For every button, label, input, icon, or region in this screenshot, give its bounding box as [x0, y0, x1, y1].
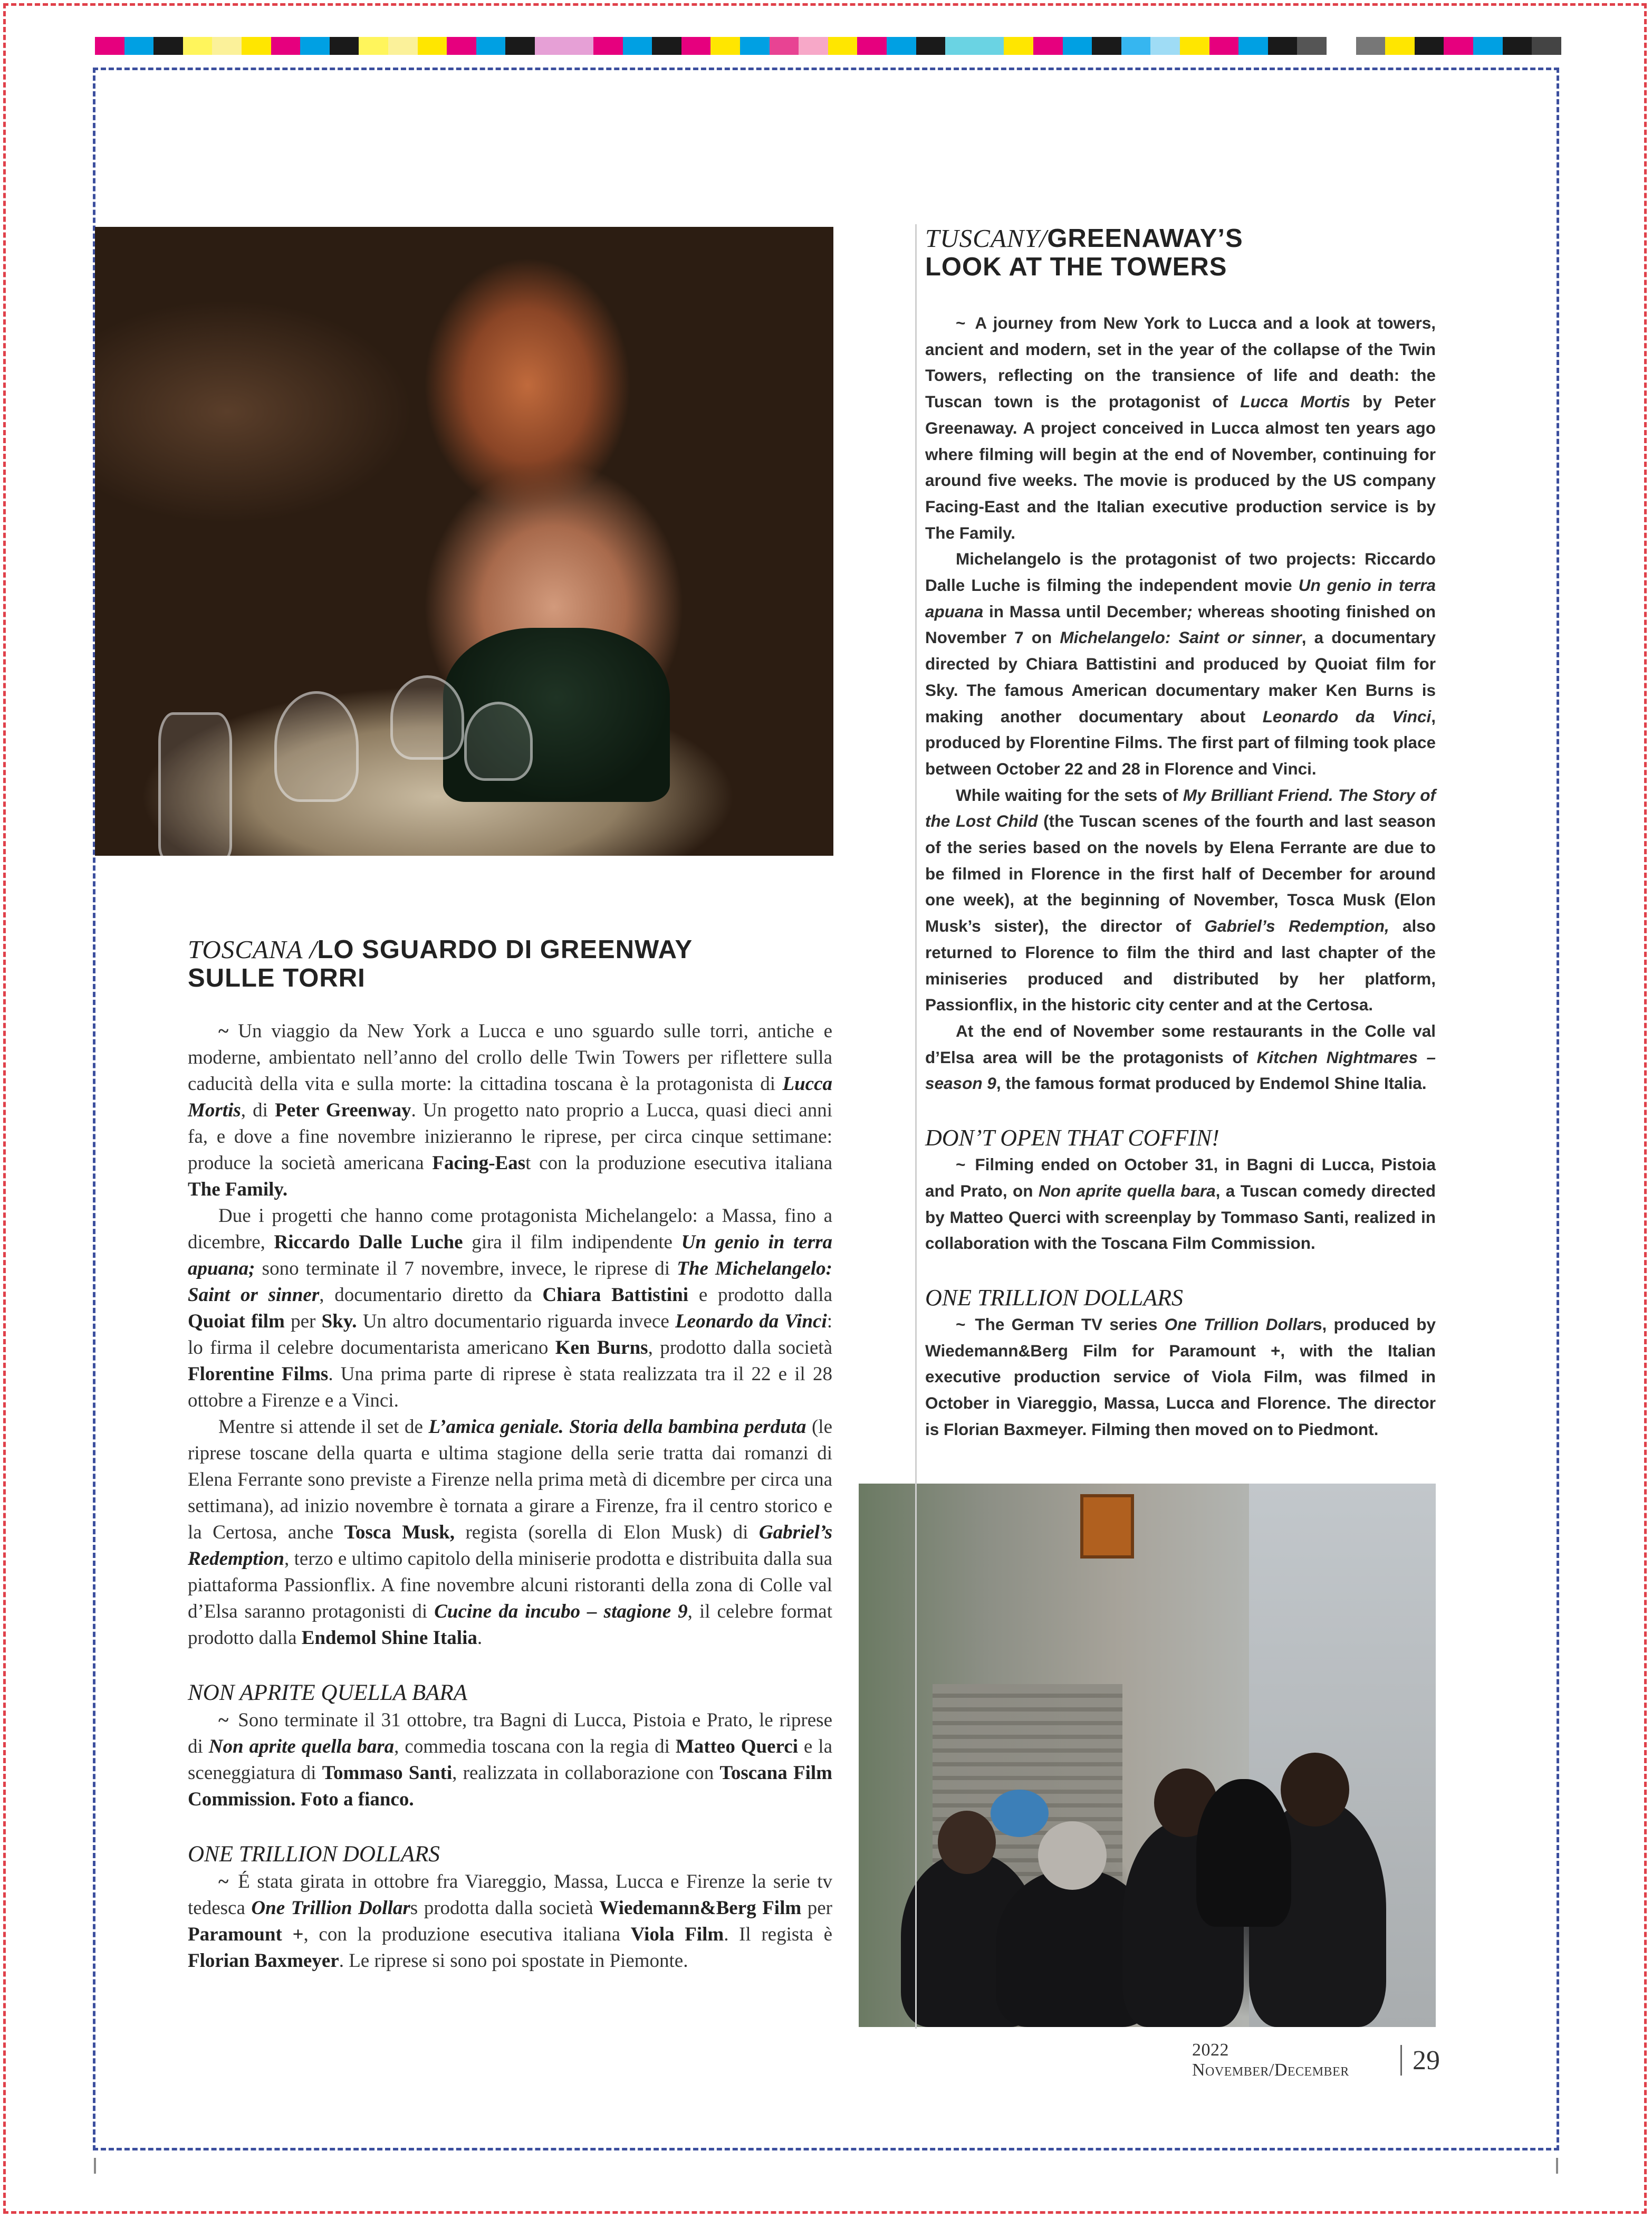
english-headline-line-1: GREENAWAY’S: [1047, 224, 1243, 253]
folio-year: 2022: [1192, 2040, 1229, 2060]
italian-headline-line-2: SULLE TORRI: [188, 964, 366, 992]
color-swatch: [1150, 37, 1180, 55]
color-swatch: [681, 37, 711, 55]
photo-detail-window: [1080, 1494, 1134, 1559]
italian-paragraph-2: Due i progetti che hanno come protagonista Michelangelo: a Massa, fino a dicembre, Riccardo Dalle Luche gira il film indipendente Un genio in terra apuana; sono terminate il 7 novembre, invece, le riprese di The Michelangelo: Saint or sinner, documentario diretto da Chiara Battistini e prodotto dalla Quoiat film per Sky. Un altro documentario riguarda invece Leonardo da Vinci: lo firma il celebre documentarista americano Ken Burns, prodotto dalla società Florentine Films. Una prima parte di riprese è stata realizzata tra il 22 e il 28 ottobre a Firenze e a Vinci.: [188, 1205, 833, 1411]
page-folio: [1192, 2042, 1440, 2079]
color-swatch: [770, 37, 799, 55]
color-swatch: [271, 37, 301, 55]
color-swatch: [124, 37, 154, 55]
color-swatch: [1063, 37, 1092, 55]
photo-detail-carafe: [158, 712, 232, 856]
photo-detail-head: [1281, 1753, 1349, 1827]
photo-detail-head: [938, 1811, 996, 1874]
color-swatch: [1004, 37, 1033, 55]
color-swatch: [418, 37, 447, 55]
italian-paragraph-non-aprite: ~ Sono terminate il 31 ottobre, tra Bagni di Lucca, Pistoia e Prato, le riprese di Non aprite quella bara, commedia toscana con la regia di Matteo Querci e la sceneggiatura di Tommaso Santi, realizzata in collaborazione con Toscana Film Commission. Foto a fianco.: [188, 1709, 832, 1810]
english-subhead-coffin: DON’T OPEN THAT COFFIN!: [925, 1125, 1219, 1151]
color-swatch: [887, 37, 916, 55]
color-swatch: [945, 37, 975, 55]
color-swatch: [828, 37, 858, 55]
english-paragraph-coffin: ~ Filming ended on October 31, in Bagni di Lucca, Pistoia and Prato, on Non aprite quella bara, a Tuscan comedy directed by Matteo Querci with screenplay by Tommaso Santi, realized in collaboration with the Toscana Film Commission.: [925, 1155, 1436, 1253]
italian-headline-line-1: LO SGUARDO DI GREENWAY: [317, 935, 693, 964]
italian-kicker: TOSCANA /: [188, 935, 318, 964]
photo-film-crew-on-set: [859, 1484, 1436, 2027]
color-swatch: [242, 37, 271, 55]
color-swatch: [799, 37, 828, 55]
photo-detail-blue-hat: [991, 1790, 1049, 1837]
color-swatch: [1297, 37, 1327, 55]
color-calibration-bar: [95, 37, 1561, 55]
color-swatch: [1473, 37, 1503, 55]
english-headline: [925, 224, 1400, 281]
color-swatch: [1415, 37, 1444, 55]
italian-headline: [188, 935, 831, 992]
photo-woman-at-dinner-table: [95, 227, 833, 856]
color-swatch: [1327, 37, 1356, 55]
folio-issue: November/December: [1192, 2060, 1349, 2080]
photo-detail-glass: [464, 702, 533, 781]
color-swatch: [1180, 37, 1209, 55]
tilde-ornament: ~: [218, 1709, 229, 1731]
italian-subhead-trillion: ONE TRILLION DOLLARS: [188, 1842, 440, 1867]
color-swatch: [505, 37, 535, 55]
color-swatch: [593, 37, 623, 55]
italian-subhead-non-aprite: NON APRITE QUELLA BARA: [188, 1680, 467, 1705]
english-subhead-trillion: ONE TRILLION DOLLARS: [925, 1284, 1183, 1311]
english-paragraph-trillion: ~ The German TV series One Trillion Dollars, produced by Wiedemann&Berg Film for Paramount +, with the Italian executive production service of Viola Film, was filmed in October in Viareggio, Massa, Lucca and Florence. The director is Florian Baxmeyer. Filming then moved on to Piedmont.: [925, 1314, 1436, 1439]
color-swatch: [212, 37, 242, 55]
color-swatch: [1532, 37, 1561, 55]
color-swatch: [1238, 37, 1268, 55]
crop-mark: [1556, 2158, 1558, 2174]
tilde-ornament: ~: [218, 1871, 229, 1892]
english-paragraph-4: At the end of November some restaurants in the Colle val d’Elsa area will be the protagonists of Kitchen Nightmares – season 9, the famous format produced by Endemol Shine Italia.: [925, 1021, 1436, 1093]
color-swatch: [740, 37, 770, 55]
photo-detail-glass: [274, 691, 359, 802]
color-swatch: [1268, 37, 1298, 55]
color-swatch: [388, 37, 418, 55]
page-number: 29: [1413, 2045, 1440, 2076]
english-paragraph-2: Michelangelo is the protagonist of two projects: Riccardo Dalle Luche is filming the independent movie Un genio in terra apuana in Massa until December; whereas shooting finished on November 7 on Michelangelo: Saint or sinner, a documentary directed by Chiara Battistini and produced by Quoiat film for Sky. The famous American documentary maker Ken Burns is making another documentary about Leonardo da Vinci, produced by Florentine Films. The first part of filming took place between October 22 and 28 in Florence and Vinci.: [925, 549, 1436, 778]
tilde-ornament: ~: [956, 1155, 966, 1174]
color-swatch: [975, 37, 1004, 55]
english-headline-line-2: LOOK AT THE TOWERS: [925, 253, 1227, 281]
color-swatch: [183, 37, 213, 55]
color-swatch: [564, 37, 594, 55]
color-swatch: [359, 37, 388, 55]
color-swatch: [1209, 37, 1239, 55]
italian-paragraph-trillion: ~ É stata girata in ottobre fra Viareggio, Massa, Lucca e Firenze la serie tv tedesca One Trillion Dollars prodotta dalla società Wiedemann&Berg Film per Paramount +, con la produzione esecutiva italiana Viola Film. Il regista è Florian Baxmeyer. Le riprese si sono poi spostate in Piemonte.: [188, 1871, 833, 1972]
color-swatch: [916, 37, 946, 55]
photo-detail-camera-operator: [1196, 1779, 1291, 1927]
tilde-ornament: ~: [218, 1020, 229, 1042]
color-swatch: [652, 37, 681, 55]
color-swatch: [535, 37, 564, 55]
english-paragraph-3: While waiting for the sets of My Brilliant Friend. The Story of the Lost Child (the Tuscan scenes of the fourth and last season of the series based on the novels by Elena Ferrante are due to be filmed in Florence in the first half of December for around one week), at the beginning of November, Tosca Musk (Elon Musk’s sister), the director of Gabriel’s Redemption, also returned to Florence to film the third and last chapter of the miniseries produced and distributed by her platform, Passionflix, in the historic city center and at the Certosa.: [925, 785, 1436, 1015]
italian-paragraph-1: ~ Un viaggio da New York a Lucca e uno sguardo sulle torri, antiche e moderne, ambientato nell’anno del crollo delle Twin Towers per riflettere sulla caducità della vita e sulla morte: la cittadina toscana è la protagonista di Lucca Mortis, di Peter Greenway. Un progetto nato proprio a Lucca, quasi dieci anni fa, e dove a fine novembre inizieranno le riprese, per circa cinque settimane: produce la società americana Facing-East con la produzione esecutiva italiana The Family.: [188, 1020, 832, 1200]
crop-mark: [94, 2158, 96, 2174]
color-swatch: [330, 37, 359, 55]
color-swatch: [1033, 37, 1063, 55]
color-swatch: [1444, 37, 1473, 55]
color-swatch: [1503, 37, 1532, 55]
color-swatch: [1092, 37, 1121, 55]
english-article-body: [925, 310, 1436, 1442]
italian-article-body: [188, 1018, 832, 1974]
english-kicker: TUSCANY/: [925, 224, 1048, 253]
folio-divider: [1400, 2045, 1402, 2076]
color-swatch: [300, 37, 330, 55]
color-swatch: [857, 37, 887, 55]
column-divider: [915, 224, 917, 2029]
color-swatch: [1356, 37, 1386, 55]
folio-date: [1192, 2040, 1388, 2080]
photo-detail-glass: [390, 675, 464, 760]
photo-detail-head: [1038, 1821, 1107, 1890]
color-swatch: [710, 37, 740, 55]
tilde-ornament: ~: [956, 1314, 966, 1334]
color-swatch: [1121, 37, 1151, 55]
english-paragraph-1: ~ A journey from New York to Lucca and a look at towers, ancient and modern, set in the year of the collapse of the Twin Towers, reflecting on the transience of life and death: the Tuscan town is the protagonist of Lucca Mortis by Peter Greenaway. A project conceived in Lucca almost ten years ago where filming will begin at the end of November, continuing for around five weeks. The movie is produced by the US company Facing-East and the Italian executive production service is by The Family.: [925, 313, 1436, 542]
color-swatch: [447, 37, 476, 55]
color-swatch: [623, 37, 652, 55]
italian-paragraph-3: Mentre si attende il set de L’amica geniale. Storia della bambina perduta (le riprese toscane della quarta e ultima stagione della serie tratta dai romanzi di Elena Ferrante sono previste a Firenze nella prima metà di dicembre per circa una settimana), ad inizio novembre è tornata a girare a Firenze, fra il centro storico e la Certosa, anche Tosca Musk, regista (sorella di Elon Musk) di Gabriel’s Redemption, terzo e ultimo capitolo della miniserie prodotta e distribuita dalla sua piattaforma Passionflix. A fine novembre alcuni ristoranti della zona di Colle val d’Elsa saranno protagonisti di Cucine da incubo – stagione 9, il celebre format prodotto dalla Endemol Shine Italia.: [188, 1416, 832, 1649]
color-swatch: [153, 37, 183, 55]
color-swatch: [476, 37, 506, 55]
tilde-ornament: ~: [956, 313, 966, 332]
color-swatch: [95, 37, 124, 55]
color-swatch: [1385, 37, 1415, 55]
